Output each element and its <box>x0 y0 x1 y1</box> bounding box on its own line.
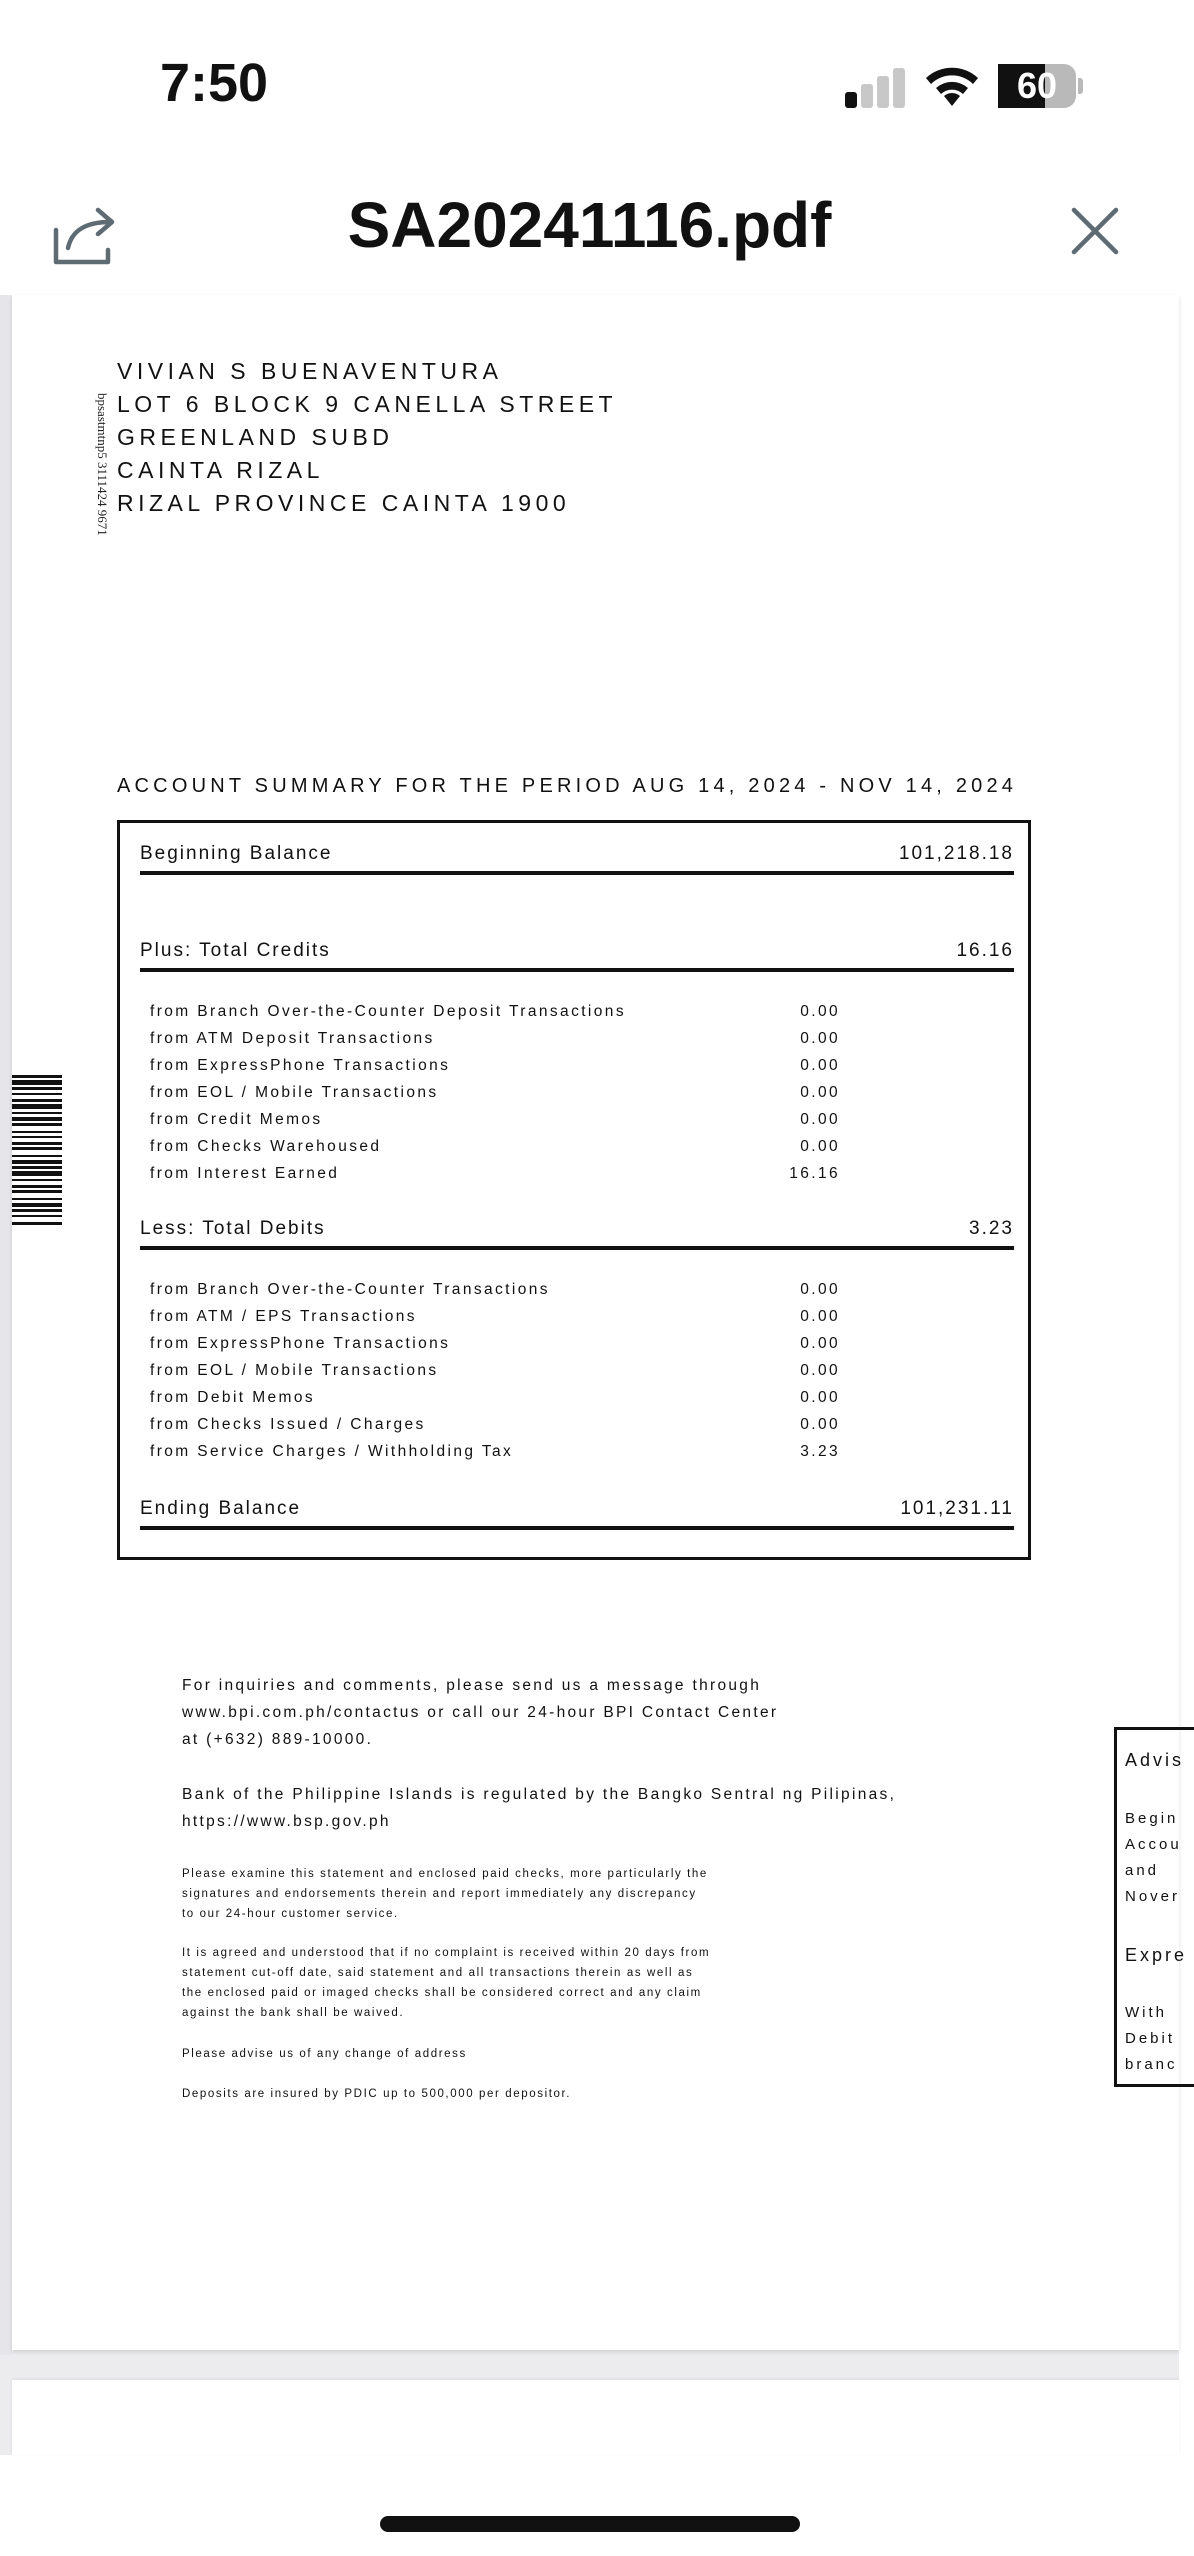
total-credits-label: Plus: Total Credits <box>140 940 331 961</box>
period-title: ACCOUNT SUMMARY FOR THE PERIOD AUG 14, 2024 - NOV 14, 2024 <box>117 775 1018 797</box>
status-time: 7:50 <box>160 53 269 113</box>
debit-item-row <box>150 1281 840 1307</box>
credit-item-row <box>150 1138 840 1164</box>
credit-item-label: from Interest Earned <box>150 1165 340 1182</box>
total-credits-amount: 16.16 <box>956 940 1014 961</box>
inquiry-line: For inquiries and comments, please send us a message through <box>182 1677 762 1694</box>
credit-item-label: from Credit Memos <box>150 1111 323 1128</box>
advisory-line: Accou <box>1125 1836 1182 1853</box>
advisory-line: With <box>1125 2004 1167 2021</box>
total-credits-row <box>140 936 1014 972</box>
address-line: RIZAL PROVINCE CAINTA 1900 <box>117 490 571 516</box>
ending-balance-row <box>140 1494 1014 1530</box>
credit-item-amount: 0.00 <box>800 1084 840 1101</box>
pdf-viewer[interactable] <box>0 295 1188 2455</box>
inquiry-line: at (+632) 889-10000. <box>182 1731 374 1748</box>
examine-line: to our 24-hour customer service. <box>182 1908 399 1920</box>
address-line: CAINTA RIZAL <box>117 457 324 483</box>
close-icon[interactable] <box>1066 202 1124 260</box>
debit-item-label: from Debit Memos <box>150 1389 316 1406</box>
debit-item-amount: 0.00 <box>800 1362 840 1379</box>
cellular-signal-icon <box>845 66 905 108</box>
debit-item-label: from ExpressPhone Transactions <box>150 1335 451 1352</box>
total-debits-row <box>140 1214 1014 1250</box>
credit-item-amount: 16.16 <box>789 1165 840 1182</box>
ending-balance-amount: 101,231.11 <box>900 1498 1014 1519</box>
advisory-box <box>1114 1727 1194 2087</box>
document-title: SA20241116.pdf <box>347 189 832 261</box>
credit-item-amount: 0.00 <box>800 1138 840 1155</box>
beginning-balance-row <box>140 839 1014 875</box>
advisory-title: Advis <box>1125 1750 1185 1770</box>
credit-item-row <box>150 1057 840 1083</box>
credit-item-row <box>150 1003 840 1029</box>
agreement-line: the enclosed paid or imaged checks shall be considered correct and any claim <box>182 1987 702 1999</box>
debit-item-label: from ATM / EPS Transactions <box>150 1308 417 1325</box>
credit-item-label: from EOL / Mobile Transactions <box>150 1084 439 1101</box>
debit-item-amount: 0.00 <box>800 1389 840 1406</box>
debit-item-row <box>150 1308 840 1334</box>
advisory-line: Debit <box>1125 2030 1176 2047</box>
credit-item-amount: 0.00 <box>800 1003 840 1020</box>
address-line: LOT 6 BLOCK 9 CANELLA STREET <box>117 391 618 417</box>
debit-item-row <box>150 1416 840 1442</box>
agreement-line: against the bank shall be waived. <box>182 2007 405 2019</box>
credit-item-row <box>150 1111 840 1137</box>
status-bar <box>0 0 1179 170</box>
total-debits-label: Less: Total Debits <box>140 1218 326 1239</box>
credit-item-label: from Branch Over-the-Counter Deposit Transactions <box>150 1003 626 1020</box>
debit-item-amount: 0.00 <box>800 1416 840 1433</box>
credit-item-amount: 0.00 <box>800 1057 840 1074</box>
advisory-line: branc <box>1125 2056 1178 2073</box>
examine-text <box>182 1864 708 1924</box>
credit-item-amount: 0.00 <box>800 1111 840 1128</box>
home-indicator[interactable] <box>380 2516 800 2532</box>
total-debits-amount: 3.23 <box>969 1218 1014 1239</box>
beginning-balance-label: Beginning Balance <box>140 843 333 864</box>
credit-item-row <box>150 1030 840 1056</box>
inquiry-line: www.bpi.com.ph/contactus or call our 24-hour BPI Contact Center <box>182 1704 779 1721</box>
debit-item-label: from Checks Issued / Charges <box>150 1416 426 1433</box>
debit-item-amount: 3.23 <box>800 1443 840 1460</box>
battery-icon <box>998 64 1076 108</box>
debit-item-label: from Service Charges / Withholding Tax <box>150 1443 514 1460</box>
advisory-line: Begin <box>1125 1810 1179 1827</box>
credit-item-label: from Checks Warehoused <box>150 1138 382 1155</box>
advisory-line: and <box>1125 1862 1160 1879</box>
examine-line: Please examine this statement and enclosed paid checks, more particularly the <box>182 1868 708 1880</box>
credit-item-row <box>150 1084 840 1110</box>
account-summary-box <box>117 820 1031 1560</box>
address-change-text: Please advise us of any change of address <box>182 2048 467 2060</box>
beginning-balance-amount: 101,218.18 <box>898 843 1014 864</box>
address-line: GREENLAND SUBD <box>117 424 394 450</box>
page-edge <box>0 295 12 2355</box>
share-icon[interactable] <box>50 200 120 270</box>
wifi-icon <box>922 62 982 108</box>
inquiry-text <box>182 1672 778 1753</box>
regulation-text <box>182 1781 896 1835</box>
debit-item-row <box>150 1443 840 1469</box>
agreement-line: statement cut-off date, said statement and all transactions therein as well as <box>182 1967 694 1979</box>
regulation-line: https://www.bsp.gov.ph <box>182 1813 391 1830</box>
title-bar <box>0 170 1179 295</box>
address-line: VIVIAN S BUENAVENTURA <box>117 358 503 384</box>
pdf-page <box>12 295 1188 2350</box>
advisory-subtitle: Expre <box>1125 1945 1188 1965</box>
pdic-text: Deposits are insured by PDIC up to 500,000 per depositor. <box>182 2088 572 2100</box>
credit-item-label: from ExpressPhone Transactions <box>150 1057 451 1074</box>
credit-item-row <box>150 1165 840 1191</box>
examine-line: signatures and endorsements therein and report immediately any discrepancy <box>182 1888 697 1900</box>
debit-item-amount: 0.00 <box>800 1335 840 1352</box>
agreement-text <box>182 1943 710 2023</box>
ending-balance-label: Ending Balance <box>140 1498 302 1519</box>
mailing-address <box>117 355 617 520</box>
credit-item-amount: 0.00 <box>800 1030 840 1047</box>
debit-item-label: from EOL / Mobile Transactions <box>150 1362 439 1379</box>
debit-item-row <box>150 1389 840 1415</box>
debit-item-amount: 0.00 <box>800 1281 840 1298</box>
battery-tip <box>1078 78 1083 94</box>
debit-item-label: from Branch Over-the-Counter Transactions <box>150 1281 550 1298</box>
credit-item-label: from ATM Deposit Transactions <box>150 1030 435 1047</box>
statement-code: bpsastmtnp5 3111424 9671 <box>95 393 110 536</box>
agreement-line: It is agreed and understood that if no complaint is received within 20 days from <box>182 1947 711 1959</box>
advisory-line: Nover <box>1125 1888 1181 1905</box>
pdf-page-next <box>12 2380 1179 2455</box>
barcode-icon <box>12 1075 62 1320</box>
debit-item-amount: 0.00 <box>800 1308 840 1325</box>
battery-level: 60 <box>1016 65 1058 106</box>
debit-item-row <box>150 1335 840 1361</box>
regulation-line: Bank of the Philippine Islands is regulated by the Bangko Sentral ng Pilipinas, <box>182 1786 897 1803</box>
debit-item-row <box>150 1362 840 1388</box>
